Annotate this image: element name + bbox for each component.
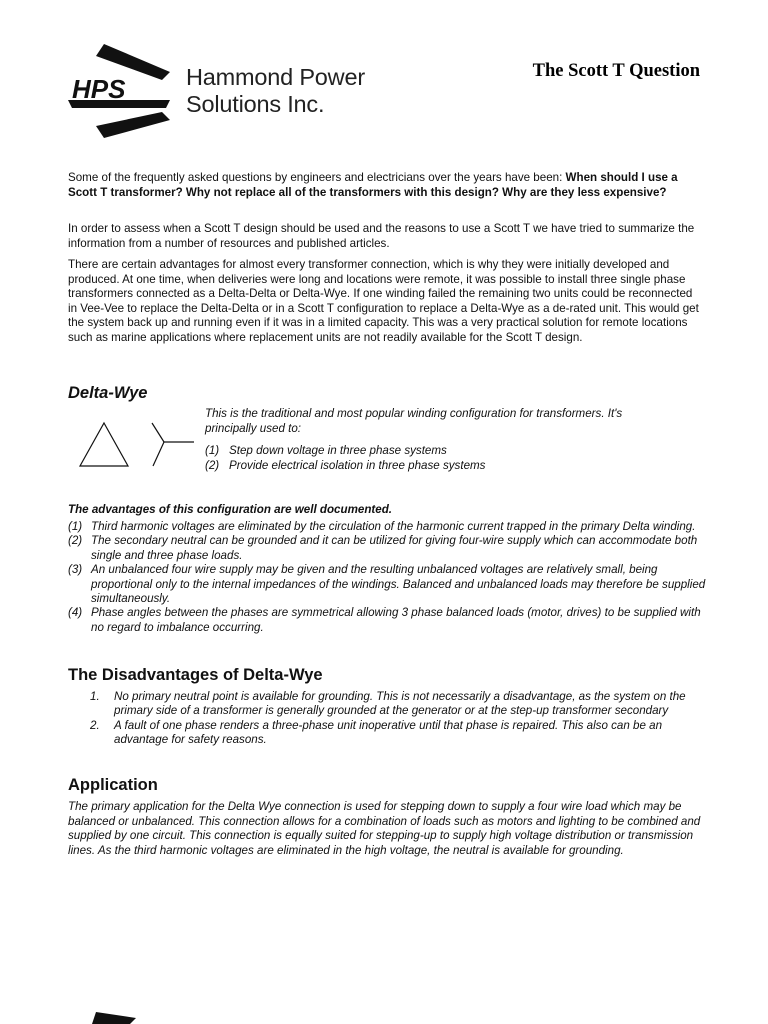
list-item: (2) Provide electrical isolation in three phase systems bbox=[205, 458, 486, 472]
list-item: 1. No primary neutral point is available for grounding. This is not necessarily a disadvantage, as the system on the primary side of a transformer is generally grounded at the generator or at the step-up transformer secondary bbox=[90, 690, 686, 718]
list-item: (2) The secondary neutral can be grounded and it can be utilized for giving four-wire supply which can accommodate both single and three phase loads. bbox=[68, 534, 698, 562]
intro-paragraph-2 bbox=[68, 222, 704, 251]
wye-symbol-icon bbox=[152, 423, 194, 466]
hps-logo-mark-icon bbox=[66, 42, 176, 140]
delta-wye-uses-list bbox=[205, 444, 485, 473]
delta-symbol-icon bbox=[80, 423, 128, 466]
company-name bbox=[186, 64, 365, 118]
list-item: (4) Phase angles between the phases are symmetrical allowing 3 phase balanced loads (motor, drives) to be supplied with no regard to imbalance occurring. bbox=[68, 606, 701, 634]
intro-p3-text: There are certain advantages for almost every transformer connection, which is why they were initially developed and produced. At one time, when deliveries were long and locations were remote, it was possible to install three single phase transformers connected as a Delta-Delta or Delta-Wye. If one winding failed the remaining two units could be reconnected in Vee-Vee to replace the Delta-Delta or in a Scott T configuration to replace a Delta-Wye as a de-rated unit. This would get the system back up and running even if it was in a limited capacity. This was a very practical solution for remote locations such as marine applications where replacement units are not readily available for the Scott T design. bbox=[68, 258, 699, 344]
intro-paragraph-3 bbox=[68, 258, 704, 346]
list-item: (1) Third harmonic voltages are eliminated by the circulation of the harmonic current trapped in the primary Delta winding. bbox=[68, 520, 696, 533]
footer-logo-icon bbox=[66, 1008, 186, 1024]
company-name-line-2: Solutions Inc. bbox=[186, 91, 325, 117]
intro-p2-text: In order to assess when a Scott T design should be used and the reasons to use a Scott T we have tried to summarize the information from a number of resources and published articles. bbox=[68, 222, 695, 250]
advantages-heading: The advantages of this configuration are well documented. bbox=[68, 503, 393, 516]
list-item: 2. A fault of one phase renders a three-phase unit inoperative until that phase is repaired. This also can be an advantage for safety reasons. bbox=[90, 718, 663, 747]
list-item: (3) An unbalanced four wire supply may be given and the resulting unbalanced voltages are relatively small, being proportional only to the internal impedances of the windings. Balanced and unbalanced loads may therefore be supplied simultaneously. bbox=[68, 563, 706, 606]
intro-p1-question: When should I use a Scott T transformer? Why not replace all of the transformers with this design? Why are they less expensive? bbox=[68, 171, 678, 199]
hps-logo bbox=[66, 42, 366, 140]
intro-paragraph-1 bbox=[68, 171, 704, 200]
delta-wye-diagram bbox=[76, 420, 196, 470]
application-text: The primary application for the Delta Wye connection is used for stepping down to supply a four wire load which may be balanced or unbalanced. This connection allows for a combination of loads such as motors and lighting to be combined and supplied by one circuit. This connection is equally suited for stepping-up to supply high voltage distribution or transmission lines. As the third harmonic voltages are eliminated in the high voltage, the neutral is available for grounding. bbox=[68, 800, 701, 857]
heading-disadvantages: The Disadvantages of Delta-Wye bbox=[68, 666, 323, 684]
intro-p1-plain: Some of the frequently asked questions by engineers and electricians over the years have been: bbox=[68, 171, 566, 184]
heading-application: Application bbox=[68, 776, 158, 794]
list-item: (1) Step down voltage in three phase systems bbox=[205, 444, 447, 457]
logo-mark-text: HPS bbox=[72, 74, 126, 104]
company-name-line-1: Hammond Power bbox=[186, 64, 365, 90]
advantages-list bbox=[68, 520, 708, 635]
delta-wye-description: This is the traditional and most popular winding configuration for transformers. It's principally used to: bbox=[205, 407, 623, 435]
disadvantages-list bbox=[90, 690, 710, 748]
heading-delta-wye: Delta-Wye bbox=[68, 384, 148, 402]
page-title: The Scott T Question bbox=[532, 61, 700, 81]
